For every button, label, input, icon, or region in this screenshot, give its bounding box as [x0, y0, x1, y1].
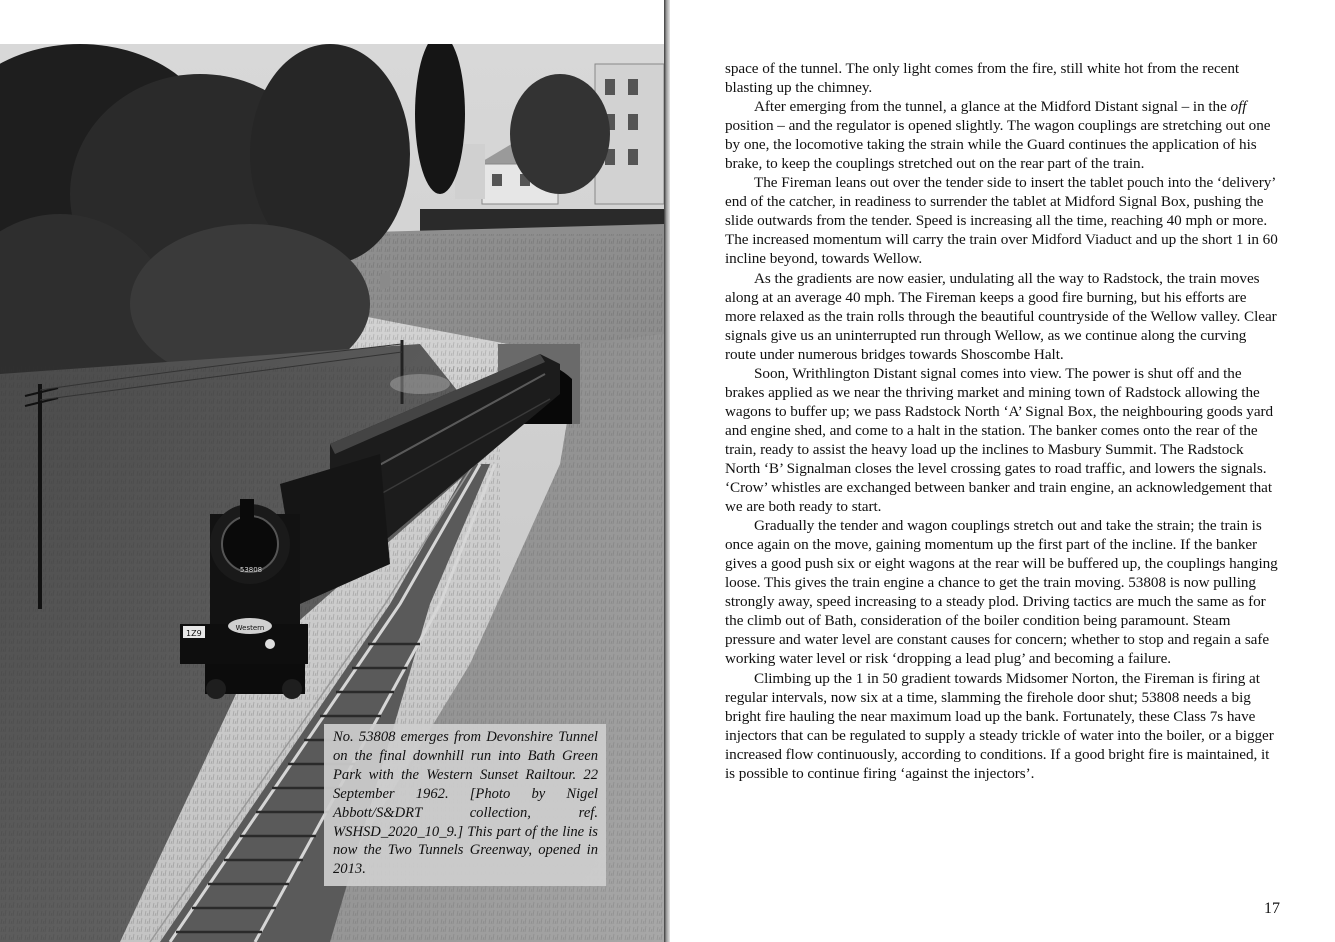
svg-text:Western: Western [235, 624, 265, 632]
page-number: 17 [1264, 900, 1280, 917]
paragraph-7: Climbing up the 1 in 50 gradient towards Midsomer Norton, the Fireman is firing at regular intervals, now six at a time, slamming the firehole door shut; 53808 needs a big bright fire hauling the near maximum load up the bank. Fortunately, these Class 7s have injectors that can be regulated to supply a steady trickle of water into the boiler, or a bigger increased flow continuously, according to conditions. If a good bright fire is maintained, it is possible to continue firing ‘against the injectors’. [725, 669, 1274, 782]
paragraph-1: space of the tunnel. The only light comes from the fire, still white hot from the recent blasting up the chimney. [725, 60, 1240, 97]
paragraph-3: The Fireman leans out over the tender side to insert the tablet pouch into the ‘delivery’ end of the catcher, in readiness to surrender the tablet at Midford Signal Box, pushing the slide outwards from the tender. Speed is increasing all the time, reaching 40 mph or more. The increased momentum will carry the train over Midford Viaduct and up the short 1 in 60 incline beyond, towards Wellow. [725, 174, 1278, 268]
right-page [670, 0, 1335, 942]
photo-caption-text: No. 53808 emerges from Devonshire Tunnel on the final downhill run into Bath Green Park with the Western Sunset Railtour. 22 September 1962. [Photo by Nigel Abbott/S&DRT collection, ref. WSHSD_2020_10_9.] This part of the line is now the Two Tunnels Greenway, opened in 2013. [333, 729, 598, 878]
left-page [0, 0, 664, 942]
emphasis-off: off [1230, 98, 1247, 116]
paragraph-5: Soon, Writhlington Distant signal comes into view. The power is shut off and the brakes applied as we near the thriving market and mining town of Radstock allowing the wagons to buffer up; we pass Radstock North ‘A’ Signal Box, the neighbouring goods yard and engine shed, and come to a halt in the station. The banker comes onto the rear of the train, ready to assist the heavy load up the inclines to Masbury Summit. The Radstock North ‘B’ Signalman closes the level crossing gates to road traffic, and lowers the signals. ‘Crow’ whistles are exchanged between banker and train engine, an acknowledgement that we are both ready to start. [725, 364, 1274, 516]
paragraph-2: After emerging from the tunnel, a glance at the Midford Distant signal – in the off position – and the regulator is opened slightly. The wagon couplings are stretching out one by one, the locomotive taking the strain while the Guard continues the application of his brake, to keep the couplings stretched out on the rear part of the train. [725, 98, 1271, 173]
body-text [725, 59, 1280, 783]
svg-text:1Z9: 1Z9 [186, 629, 202, 638]
locomotive-number-plate: 53808 [239, 566, 263, 574]
paragraph-4: As the gradients are now easier, undulating all the way to Radstock, the train moves along at an average 40 mph. The Fireman keeps a good fire burning, but his efforts are more relaxed as the train rolls through the beautiful countryside of the Wellow valley. Clear signals give us an uninterrupted run through Wellow, as we continue along the curving route under numerous bridges towards Shoscombe Halt. [725, 269, 1277, 363]
paragraph-6: Gradually the tender and wagon couplings stretch out and take the strain; the train is once again on the move, gaining momentum up the first part of the incline. If the banker gives a good push six or eight wagons at the rear will be buffered up, the couplings hanging loose. This gives the train engine a chance to get the train moving. 53808 is now pulling strongly away, speed increasing to a steady plod. Driving tactics are much the same as for the climb out of Bath, consideration of the boiler condition being paramount. Steam pressure and water level are constant causes for concern; whether to stop and regain a safe working water level or risk ‘dropping a lead plug’ and becoming a failure. [725, 517, 1278, 668]
photo-caption [324, 724, 606, 886]
